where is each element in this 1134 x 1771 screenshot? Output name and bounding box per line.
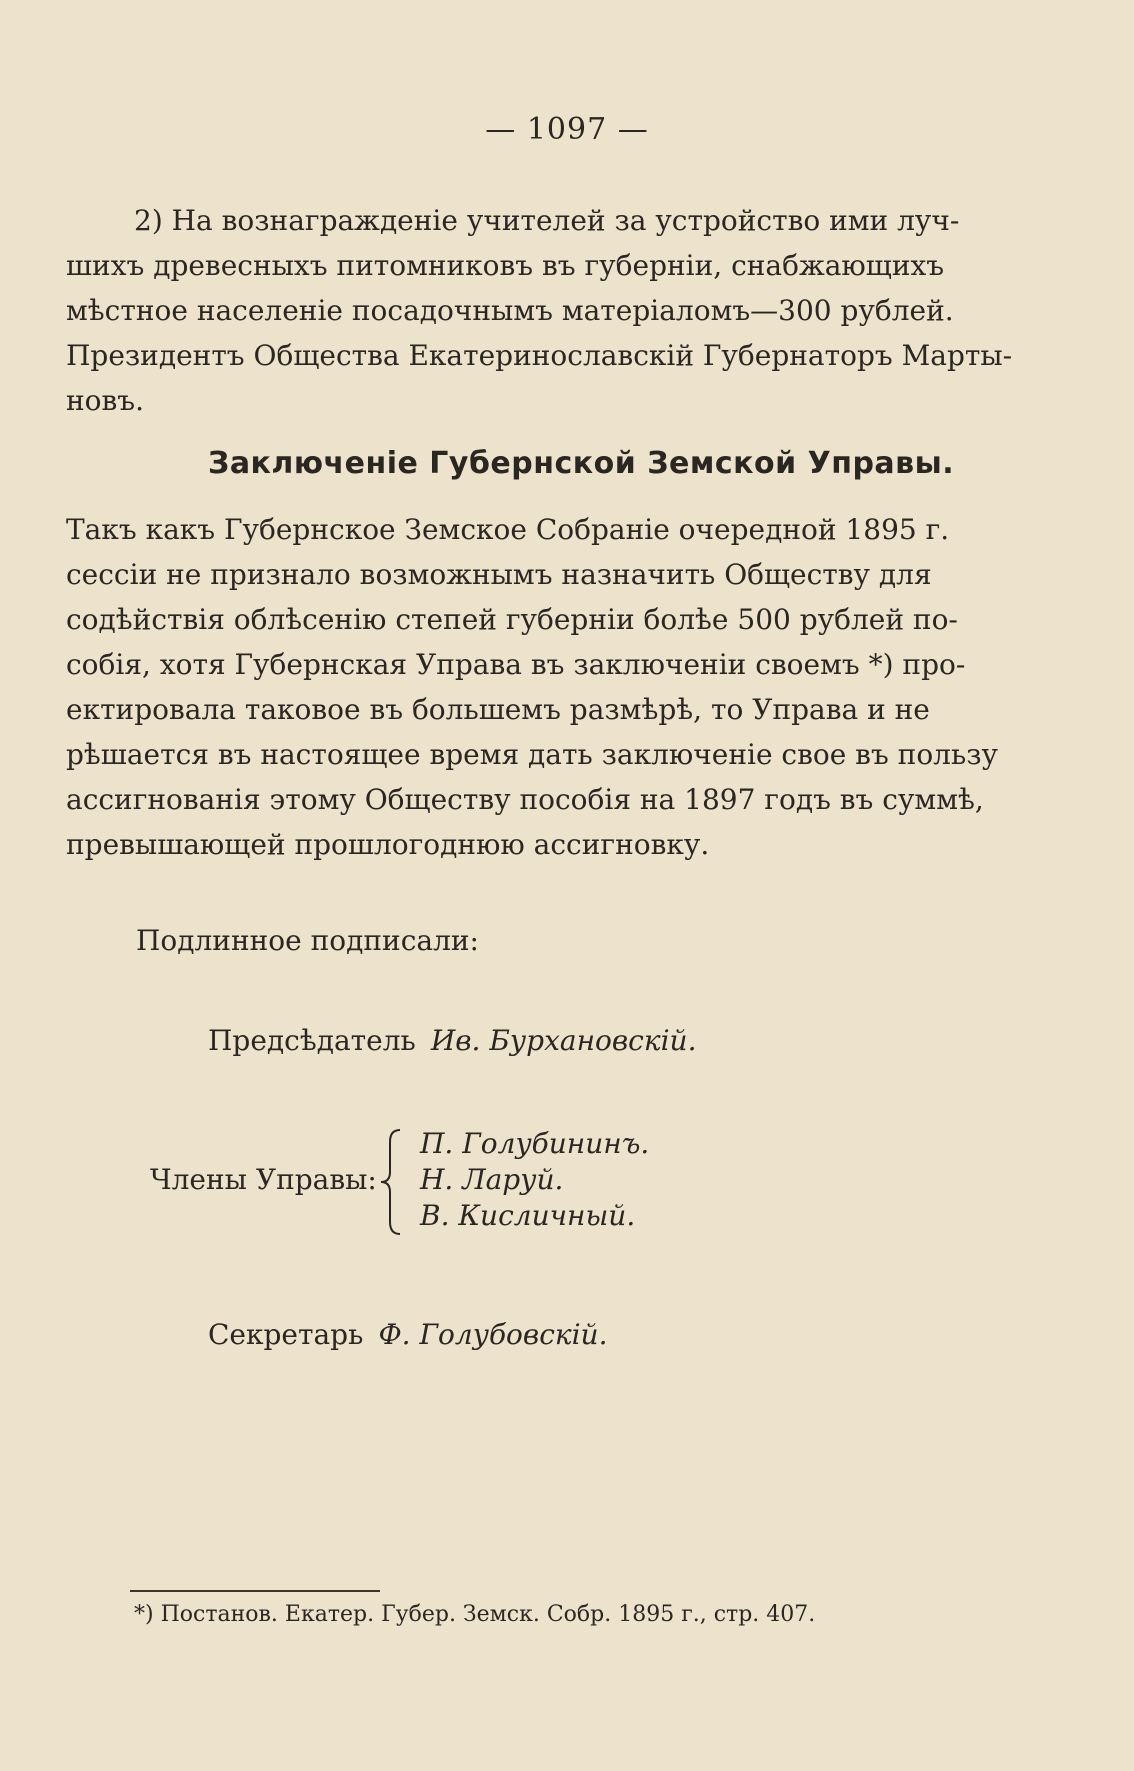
text-line: собія, хотя Губернская Управа въ заключеніи своемъ *) про- [66, 648, 966, 681]
section-heading: Заключеніе Губернской Земской Управы. [208, 446, 955, 481]
text-line: шихъ древесныхъ питомниковъ въ губерніи, снабжающихъ [66, 249, 945, 282]
text-line: 2) На вознагражденіе учителей за устройство ими луч- [134, 204, 960, 237]
secretary-signature [208, 1318, 607, 1351]
paragraph-2 [66, 507, 998, 867]
footnote: *) Постанов. Екатер. Губер. Земск. Собр. 1895 г., стр. 407. [134, 1602, 816, 1627]
signatures-intro: Подлинное подписали: [136, 924, 479, 957]
secretary-name: Ф. Голубовскій. [378, 1318, 608, 1351]
brace-icon [378, 1128, 404, 1236]
chairman-label: Предсѣдатель [208, 1024, 416, 1057]
text-line: рѣшается въ настоящее время дать заключеніе свое въ пользу [66, 738, 998, 771]
text-line: содѣйствія облѣсенію степей губерніи болѣе 500 рублей по- [66, 603, 958, 636]
footnote-divider [130, 1590, 380, 1592]
member-name: П. Голубининъ. [420, 1127, 650, 1160]
member-name: В. Кисличный. [420, 1199, 636, 1232]
member-name: Н. Ларуй. [420, 1163, 564, 1196]
page-number: — 1097 — [485, 112, 649, 147]
text-line: Президентъ Общества Екатеринославскій Губернаторъ Марты- [66, 339, 1013, 372]
members-label: Члены Управы: [150, 1163, 377, 1196]
text-line: новъ. [66, 384, 144, 417]
text-line: превышающей прошлогоднюю ассигновку. [66, 828, 710, 861]
text-line: Такъ какъ Губернское Земское Собраніе очередной 1895 г. [66, 513, 950, 546]
text-line: ектировала таковое въ большемъ размѣрѣ, то Управа и не [66, 693, 930, 726]
text-line: ассигнованія этому Обществу пособія на 1897 годъ въ суммѣ, [66, 783, 984, 816]
secretary-label: Секретарь [208, 1318, 364, 1351]
text-line: мѣстное населеніе посадочнымъ матеріаломъ—300 рублей. [66, 294, 954, 327]
paragraph-1 [66, 198, 1013, 423]
text-line: сессіи не признало возможнымъ назначить Обществу для [66, 558, 932, 591]
chairman-name: Ив. Бурхановскій. [430, 1024, 697, 1057]
chairman-signature [208, 1024, 696, 1057]
